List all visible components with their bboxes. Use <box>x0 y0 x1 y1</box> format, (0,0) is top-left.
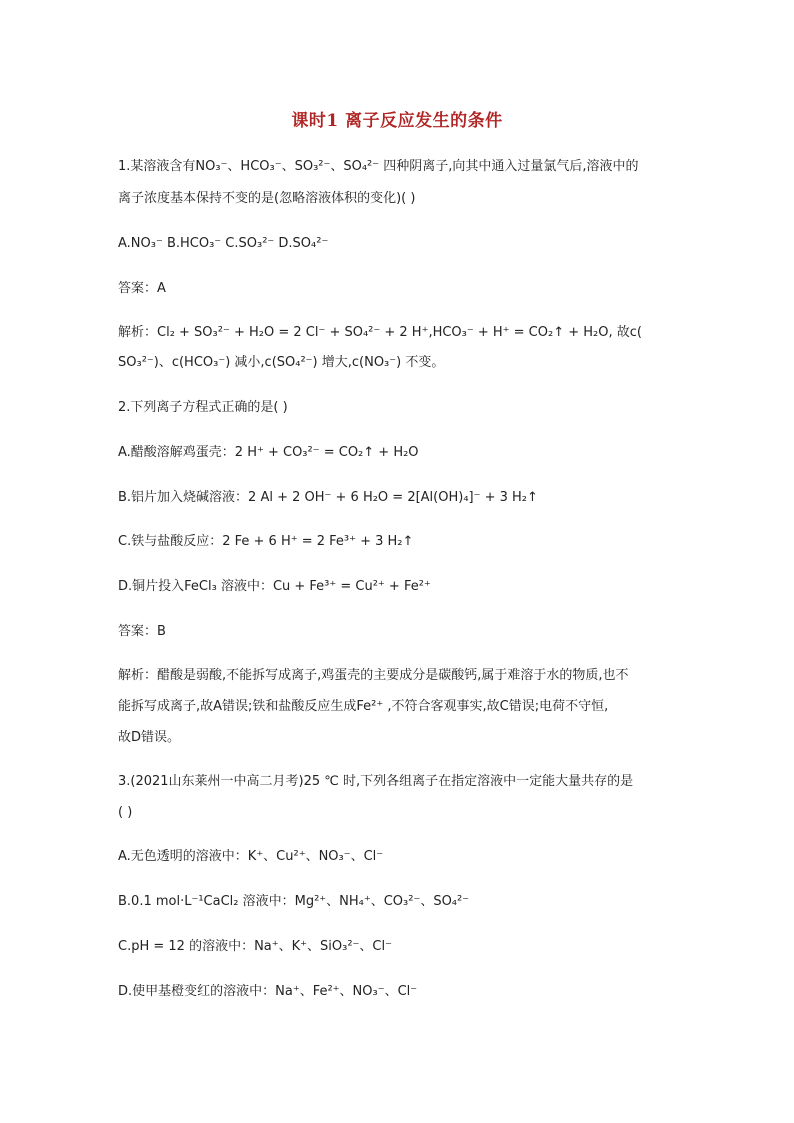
q3-option-d: D.使甲基橙变红的溶液中：Na⁺、Fe²⁺、NO₃⁻、Cl⁻ <box>118 984 418 999</box>
q3-option-b: B.0.1 mol·L⁻¹CaCl₂ 溶液中：Mg²⁺、NH₄⁺、CO₃²⁻、SO₄²⁻ <box>118 894 470 909</box>
q2-option-d: D.铜片投入FeCl₃ 溶液中：Cu + Fe³⁺ = Cu²⁺ + Fe²⁺ <box>118 579 431 594</box>
q2-stem: 2.下列离子方程式正确的是( ) <box>118 400 288 415</box>
page-title: 课时1 离子反应发生的条件 <box>291 111 503 131</box>
q1-analysis-line1: 解析：Cl₂ + SO₃²⁻ + H₂O = 2 Cl⁻ + SO₄²⁻ + 2 H⁺,HCO₃⁻ + H⁺ = CO₂↑ + H₂O, 故c( <box>118 325 642 340</box>
q2-analysis-line2: 能拆写成离子,故A错误;铁和盐酸反应生成Fe²⁺ ,不符合客观事实,故C错误;电荷不守恒, <box>118 699 609 714</box>
q1-stem-line2: 离子浓度基本保持不变的是(忽略溶液体积的变化)( ) <box>118 191 416 206</box>
q2-option-c: C.铁与盐酸反应：2 Fe + 6 H⁺ = 2 Fe³⁺ + 3 H₂↑ <box>118 534 414 549</box>
q2-analysis-line3: 故D错误。 <box>118 730 181 745</box>
q2-analysis-line1: 解析：醋酸是弱酸,不能拆写成离子,鸡蛋壳的主要成分是碳酸钙,属于难溶于水的物质,也不 <box>118 668 629 683</box>
q3-stem-line2: ( ) <box>118 805 133 820</box>
q3-option-a: A.无色透明的溶液中：K⁺、Cu²⁺、NO₃⁻、Cl⁻ <box>118 849 384 864</box>
q3-stem-line1: 3.(2021山东莱州一中高二月考)25 ℃ 时,下列各组离子在指定溶液中一定能大量共存的是 <box>118 774 634 789</box>
q3-option-c: C.pH = 12 的溶液中：Na⁺、K⁺、SiO₃²⁻、Cl⁻ <box>118 939 392 954</box>
q1-analysis-line2: SO₃²⁻)、c(HCO₃⁻) 减小,c(SO₄²⁻) 增大,c(NO₃⁻) 不变。 <box>118 355 445 370</box>
q1-answer: 答案：A <box>118 281 166 296</box>
q2-option-b: B.铝片加入烧碱溶液：2 Al + 2 OH⁻ + 6 H₂O = 2[Al(OH)₄]⁻ + 3 H₂↑ <box>118 490 538 505</box>
q1-stem-line1: 1.某溶液含有NO₃⁻、HCO₃⁻、SO₃²⁻、SO₄²⁻ 四种阴离子,向其中通入过量氯气后,溶液中的 <box>118 159 639 174</box>
q1-options: A.NO₃⁻ B.HCO₃⁻ C.SO₃²⁻ D.SO₄²⁻ <box>118 236 329 251</box>
q2-answer: 答案：B <box>118 624 166 639</box>
q2-option-a: A.醋酸溶解鸡蛋壳：2 H⁺ + CO₃²⁻ = CO₂↑ + H₂O <box>118 445 419 460</box>
